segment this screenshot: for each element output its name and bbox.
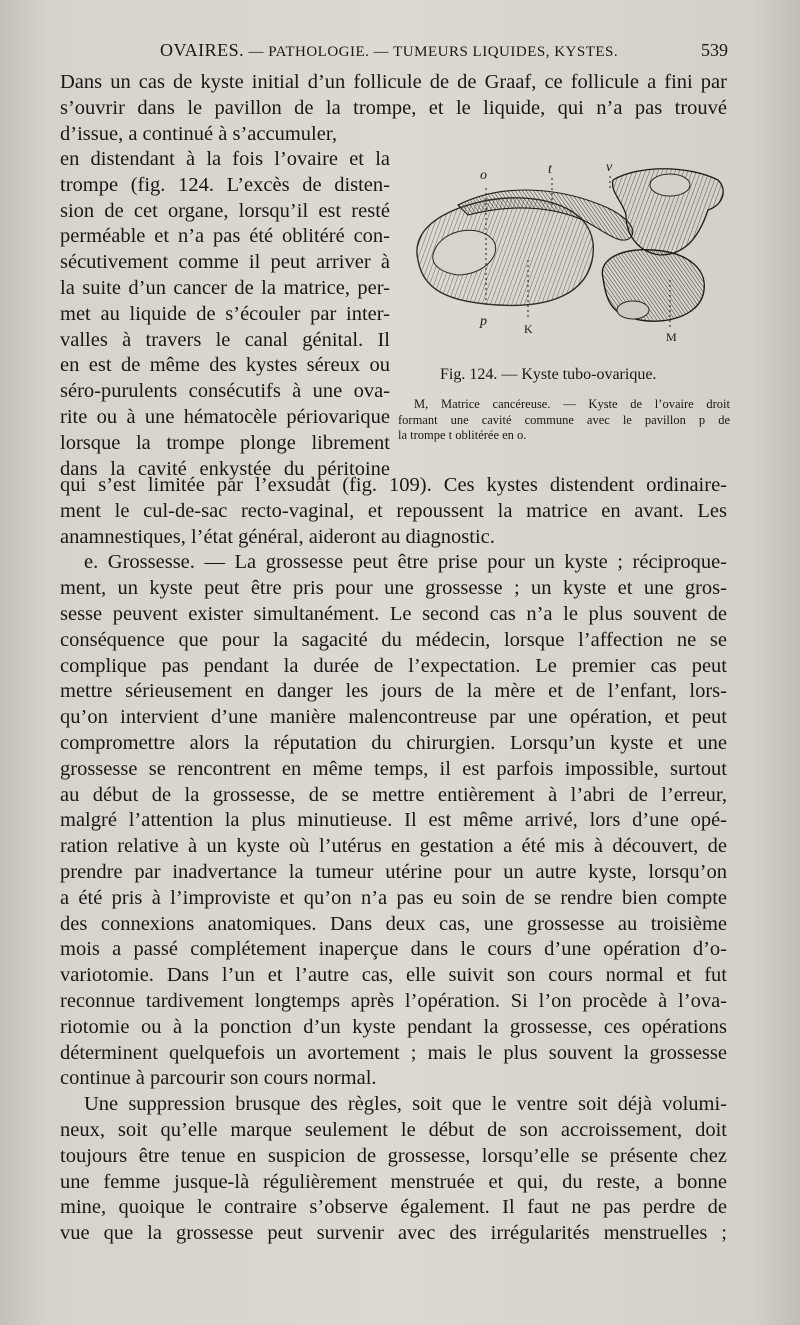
text-line: Une suppression brusque des règles, soit que le ventre soit déjà volumi- <box>84 1093 727 1116</box>
paragraph-top <box>60 70 727 147</box>
text-line: dans la cavité enkystée du péritoine <box>60 457 390 480</box>
tubo-ovarian-cyst-illustration <box>398 160 730 345</box>
text-line: sesse peuvent exister simultanément. Le second cas n’a le plus souvent de <box>60 602 727 625</box>
text-line: ment, un kyste peut être pris pour une grossesse ; un kyste et une gros- <box>60 577 727 600</box>
text-line: grossesse se rencontrent en même temps, il est parfois impossible, surtout <box>60 757 727 780</box>
text-line: riotomie ou à la ponction d’un kyste pendant la grossesse, ces opérations <box>60 1015 727 1038</box>
figure-caption-title: Fig. 124. — Kyste tubo-ovarique. <box>440 366 657 383</box>
figure-124 <box>398 160 730 445</box>
text-line: variotomie. Dans l’un et l’autre cas, elle suivit son cours normal et fut <box>60 964 727 987</box>
figure-label-p: p <box>480 314 487 329</box>
text-line: perméable et n’a pas été oblitéré con- <box>60 225 390 248</box>
paragraph-wrapped-beside-figure <box>60 147 390 482</box>
text-line: anamnestiques, l’état général, aideront au diagnostic. <box>60 525 495 548</box>
text-line: rite ou à une hématocèle périovarique <box>60 405 390 428</box>
caption-line: la trompe t oblitérée en o. <box>398 428 527 442</box>
text-line: reconnue tardivement longtemps après l’opération. Si l’on procède à l’ova- <box>60 989 727 1012</box>
text-line: trompe (fig. 124. L’excès de disten- <box>60 173 390 196</box>
figure-caption-body <box>398 397 730 444</box>
text-line: complique pas pendant la durée de l’expectation. Le premier cas peut <box>60 654 727 677</box>
text-line: la suite d’un cancer de la matrice, per- <box>60 276 390 299</box>
text-line: Dans un cas de kyste initial d’un follicule de de Graaf, ce follicule a fini par <box>60 71 727 93</box>
text-line: s’ouvrir dans le pavillon de la trompe, et le liquide, qui n’a pas trouvé <box>60 96 727 119</box>
paragraph-bottom <box>60 473 727 1247</box>
text-line: déterminent quelquefois un avortement ; mais le plus souvent la grossesse <box>60 1041 727 1064</box>
text-line: valles à travers le canal génital. Il <box>60 328 390 351</box>
figure-label-v: v <box>606 160 613 175</box>
text-line: mine, quoique le contraire s’observe également. Il faut ne pas perdre de <box>60 1196 727 1219</box>
page-header <box>60 40 728 68</box>
text-line: a été pris à l’improviste et qu’on n’a pas eu soin de se rendre bien compte <box>60 886 727 909</box>
text-line: neux, soit qu’elle marque seulement le début de son accroissement, doit <box>60 1118 727 1141</box>
running-title-main: OVAIRES. <box>160 40 245 60</box>
text-line: met au liquide de s’écouler par inter- <box>60 302 390 325</box>
text-line: mettre sérieusement en danger les jours de la mère et de l’enfant, lors- <box>60 680 727 703</box>
text-line: toujours être tenue en suspicion de grossesse, lorsqu’elle se présente chez <box>60 1144 727 1167</box>
text-line: sécutivement comme il peut arriver à <box>60 251 390 274</box>
text-line: conséquence que pour la sagacité du médecin, lorsque l’affection ne se <box>60 628 727 651</box>
text-line: d’issue, a continué à s’accumuler, <box>60 122 337 145</box>
text-line: qu’on intervient d’une manière malencontreuse par une opération, et peut <box>60 706 727 729</box>
text-line: e. Grossesse. — La grossesse peut être prise pour un kyste ; réciproque- <box>84 551 727 574</box>
text-line: prendre par inadvertance la tumeur utérine pour un autre kyste, lorsqu’on <box>60 860 727 883</box>
text-line: continue à parcourir son cours normal. <box>60 1067 377 1090</box>
text-line: ration relative à un kyste où l’utérus en gestation a été mis à découvert, de <box>60 835 727 858</box>
figure-label-t: t <box>548 162 552 177</box>
text-line: au début de la grossesse, de se mettre entièrement à l’abri de l’erreur, <box>60 783 727 806</box>
text-line: une femme jusque-là régulièrement menstruée et qui, du reste, a bonne <box>60 1170 727 1193</box>
page-number: 539 <box>701 40 728 60</box>
running-title-rest: — PATHOLOGIE. — TUMEURS LIQUIDES, KYSTES. <box>244 44 619 60</box>
text-line: sion de cet organe, lorsqu’il est resté <box>60 199 390 222</box>
text-line: séro-purulents consécutifs à une ova- <box>60 380 390 403</box>
text-line: ment le cul-de-sac recto-vaginal, et repoussent la matrice en avant. Les <box>60 499 727 522</box>
text-line: qui s’est limitée par l’exsudat (fig. 109). Ces kystes distendent ordinaire- <box>60 474 727 496</box>
caption-line: M, Matrice cancéreuse. — Kyste de l’ovaire droit <box>414 397 730 411</box>
text-line: en distendant à la fois l’ovaire et la <box>60 148 390 170</box>
text-line: en est de même des kystes séreux ou <box>60 354 390 377</box>
running-title <box>160 40 618 61</box>
figure-label-k: K <box>524 322 533 336</box>
figure-label-m: M <box>666 330 677 344</box>
text-line: mois a passé complétement inaperçue dans le cours d’une opération d’o- <box>60 938 727 961</box>
text-line: vue que la grossesse peut survenir avec des irrégularités menstruelles ; <box>60 1222 727 1245</box>
text-line: compromettre alors la réputation du chirurgien. Lorsqu’un kyste et une <box>60 731 727 754</box>
caption-line: formant une cavité commune avec le pavillon p de <box>398 412 730 427</box>
text-line: malgré l’attention la plus minutieuse. Il est même arrivé, lors d’une opé- <box>60 809 727 832</box>
figure-label-o: o <box>480 168 487 183</box>
text-line: des connexions anatomiques. Dans deux cas, une grossesse au troisième <box>60 912 727 935</box>
text-line: lorsque la trompe plonge librement <box>60 431 390 454</box>
